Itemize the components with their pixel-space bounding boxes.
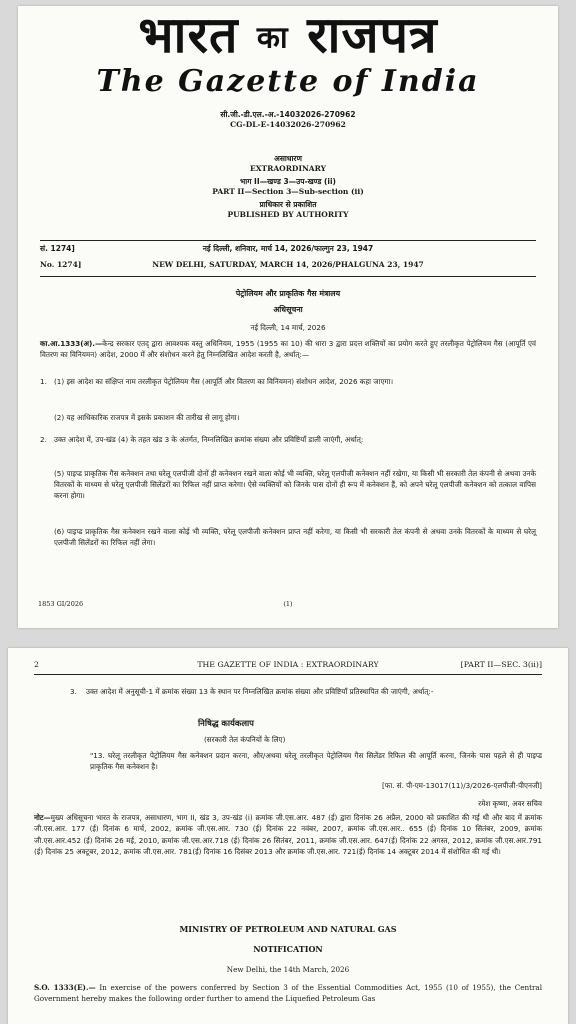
masthead-hindi-word-3: राजपत्र — [307, 6, 438, 64]
issue-number-english: No. 1274] — [40, 260, 82, 269]
type-hindi: असाधारण — [274, 154, 302, 163]
order-preamble — [40, 338, 536, 360]
ministry-title-english: MINISTRY OF PETROLEUM AND NATURAL GAS — [179, 924, 397, 934]
authority-hindi: प्राधिकार से प्रकाशित — [259, 200, 317, 209]
clause-1-sub-2: (2) यह आधिकारिक राजपत्र में इसके प्रकाशन की तारीख से लागू होगा। — [54, 413, 240, 422]
clause-1-number: 1. — [40, 377, 47, 386]
so-text: केन्द्र सरकार एतद् द्वारा आवश्यक वस्तु अधिनियम, 1955 (1955 का 10) की धारा 3 द्वारा प्रदत्त शक्तियों का प्रयोग करते हुए तरलीकृत पेट्रोलियम गैस (आपूर्ति एवं वितरण का विनियमन) आदेश, 2000 में और संशोधन करने हेतु निम्नलिखित आदेश करती है, अर्थात्:— — [40, 339, 536, 359]
clause-3-number: 3. — [70, 687, 77, 696]
clause-3-text: उक्त आदेश में अनुसूची-1 में क्रमांक संख्या 13 के स्थान पर निम्नलिखित क्रमांक संख्या और प्रविष्टियाँ प्रतिस्थापित की जाएंगी, अर्थात्:- — [86, 687, 434, 696]
clause-2-sub-5: (5) पाइप्ड प्राकृतिक गैस कनेक्शन तथा घरेलू एलपीजी दोनों ही कनेक्शन रखने वाला कोई भी व्यक्ति, घरेलू एलपीजी कनेक्शन नहीं रखेगा, या किसी भी सरकारी तेल कंपनी से अथवा उनके वितरकों के माध्यम से घरेलू एलपीजी सिलेंडरों का रिफिल नहीं प्राप्त करेगा। ऐसे व्यक्तियों को जिनके पास दोनों ही रूप में कनेक्शन हैं, को अपने घरेलू एलपीजी कनेक्शन को तत्काल वापिस करना होगा। — [54, 469, 536, 500]
signatory: रमेश कृष्णा, अवर सचिव — [478, 799, 542, 808]
masthead-english: The Gazette of India — [96, 63, 480, 99]
gazette-page-1 — [18, 6, 558, 628]
order-preamble-english — [34, 982, 542, 1004]
file-number: [फा. सं. पी-एम-13017(11)/3/2026-एलपीजी-पीएनजी] — [381, 781, 542, 790]
place-date-english: New Delhi, the 14th March, 2026 — [226, 965, 350, 974]
note-block — [34, 812, 542, 857]
masthead-hindi — [18, 8, 558, 66]
footer-code: 1853 GI/2026 — [38, 600, 84, 608]
authority-english: PUBLISHED BY AUTHORITY — [227, 210, 349, 219]
header-page-number: 2 — [34, 660, 39, 669]
divider-top — [40, 240, 536, 241]
clause-3 — [70, 686, 542, 697]
issue-date-english: NEW DELHI, SATURDAY, MARCH 14, 2026/PHALGUNA 23, 1947 — [152, 260, 424, 269]
divider-bottom — [40, 276, 536, 277]
gazette-code-english: CG-DL-E-14032026-270962 — [230, 120, 346, 129]
gazette-code-hindi: सी.जी.-डी.एल.-अ.-14032026-270962 — [220, 110, 356, 119]
clause-2-number: 2. — [40, 435, 47, 444]
place-date-hindi: नई दिल्ली, 14 मार्च, 2026 — [250, 323, 326, 332]
clause-1-text: (1) इस आदेश का संक्षिप्त नाम तरलीकृत पेट्रोलियम गैस (आपूर्ति और वितरण का विनियमन) संशोधन आदेश, 2026 कहा जाएगा। — [54, 377, 394, 386]
prohibited-title: निषिद्ध कार्यकलाप — [198, 718, 254, 728]
footer-page-number: (1) — [283, 600, 293, 608]
note-text: मुख्य अधिसूचना भारत के राजपत्र, असाधारण, भाग II, खंड 3, उप-खंड (i) क्रमांक जी.एस.आर. 487 (ई) द्वारा दिनांक 26 अप्रैल, 2000 को प्रकाशित की गई थी और बाद में क्रमांक जी.एस.आर. 177 (ई) दिनांक 6 मार्च, 2002, क्रमांक जी.एस.आर. 730 (ई) दिनांक 22 नवंबर, 2007, क्रमांक जी.एस.आर.. 655 (ई) दिनांक 10 सितंबर, 2009, क्रमांक जी.एस.आर.452 (ई) दिनांक 26 मई, 2010, क्रमांक जी.एस.आर.718 (ई) दिनांक 26 सितंबर, 2011, क्रमांक जी.एस.आर. 647(ई) दिनांक 22 अगस्त, 2012, क्रमांक जी.एस.आर.791 (ई) दिनांक 25 अक्टूबर, 2012, क्रमांक जी.एस.आर. 781(ई) दिनांक 16 दिसंबर 2013 और क्रमांक जी.एस.आर. 721(ई) दिनांक 14 अक्टूबर 2014 में संशोधित की गई थी। — [34, 813, 542, 856]
masthead-hindi-word-1: भारत — [138, 6, 239, 64]
clause-1 — [40, 376, 536, 387]
so-text-english: In exercise of the powers conferred by Section 3 of the Essential Commodities Act, 1955 (10 of 1955), the Central Government hereby makes the following order further to amend the Liquefied Petroleum Gas — [34, 983, 542, 1003]
header-part: [PART II—SEC. 3(ii)] — [460, 660, 542, 669]
gazette-page-2 — [8, 648, 568, 1024]
masthead-hindi-word-2: का — [256, 20, 289, 56]
part-english: PART II—Section 3—Sub-section (ii) — [212, 187, 364, 196]
note-label: नोट— — [34, 813, 51, 822]
notification-title-english: NOTIFICATION — [253, 944, 323, 954]
type-english: EXTRAORDINARY — [250, 164, 326, 173]
clause-2-sub-6: (6) पाइप्ड प्राकृतिक गैस कनेक्शन रखने वाला कोई भी व्यक्ति, घरेलू एलपीजी कनेक्शन प्राप्त नहीं करेगा, या किसी भी सरकारी तेल कंपनी से अथवा उनके वितरकों के माध्यम से घरेलू एलपीजी सिलेंडरों का रिफिल नहीं लेगा। — [54, 527, 536, 547]
part-hindi: भाग II—खण्ड 3—उप-खण्ड (ii) — [240, 177, 336, 186]
entry-13: "13. घरेलू तरलीकृत पेट्रोलियम गैस कनेक्शन प्रदान करना, और/अथवा घरेलू तरलीकृत पेट्रोलियम गैस सिलेंडर रिफिल की आपूर्ति करना, जिनके पास पहले से ही पाइप्ड प्राकृतिक गैस कनेक्शन है। — [90, 751, 542, 771]
issue-number-hindi: सं. 1274] — [40, 244, 75, 253]
so-label: का.आ.1333(अ).— — [40, 339, 103, 348]
notification-title-hindi: अधिसूचना — [273, 305, 303, 314]
ministry-title-hindi: पेट्रोलियम और प्राकृतिक गैस मंत्रालय — [235, 289, 341, 298]
clause-2-text: उक्त आदेश में, उप-खंड (4) के तहत खंड 3 के अंतर्गत, निम्नलिखित क्रमांक संख्या और प्रविष्टियाँ डाली जाएंगी, अर्थात्: — [54, 435, 364, 444]
so-label-english: S.O. 1333(E).— — [34, 983, 96, 992]
issue-date-hindi: नई दिल्ली, शनिवार, मार्च 14, 2026/फाल्गुन 23, 1947 — [202, 244, 374, 253]
header-title: THE GAZETTE OF INDIA : EXTRAORDINARY — [197, 660, 379, 669]
header-rule — [34, 674, 542, 675]
prohibited-subtitle: (सरकारी तेल कंपनियों के लिए) — [204, 735, 286, 744]
clause-2 — [40, 434, 536, 445]
